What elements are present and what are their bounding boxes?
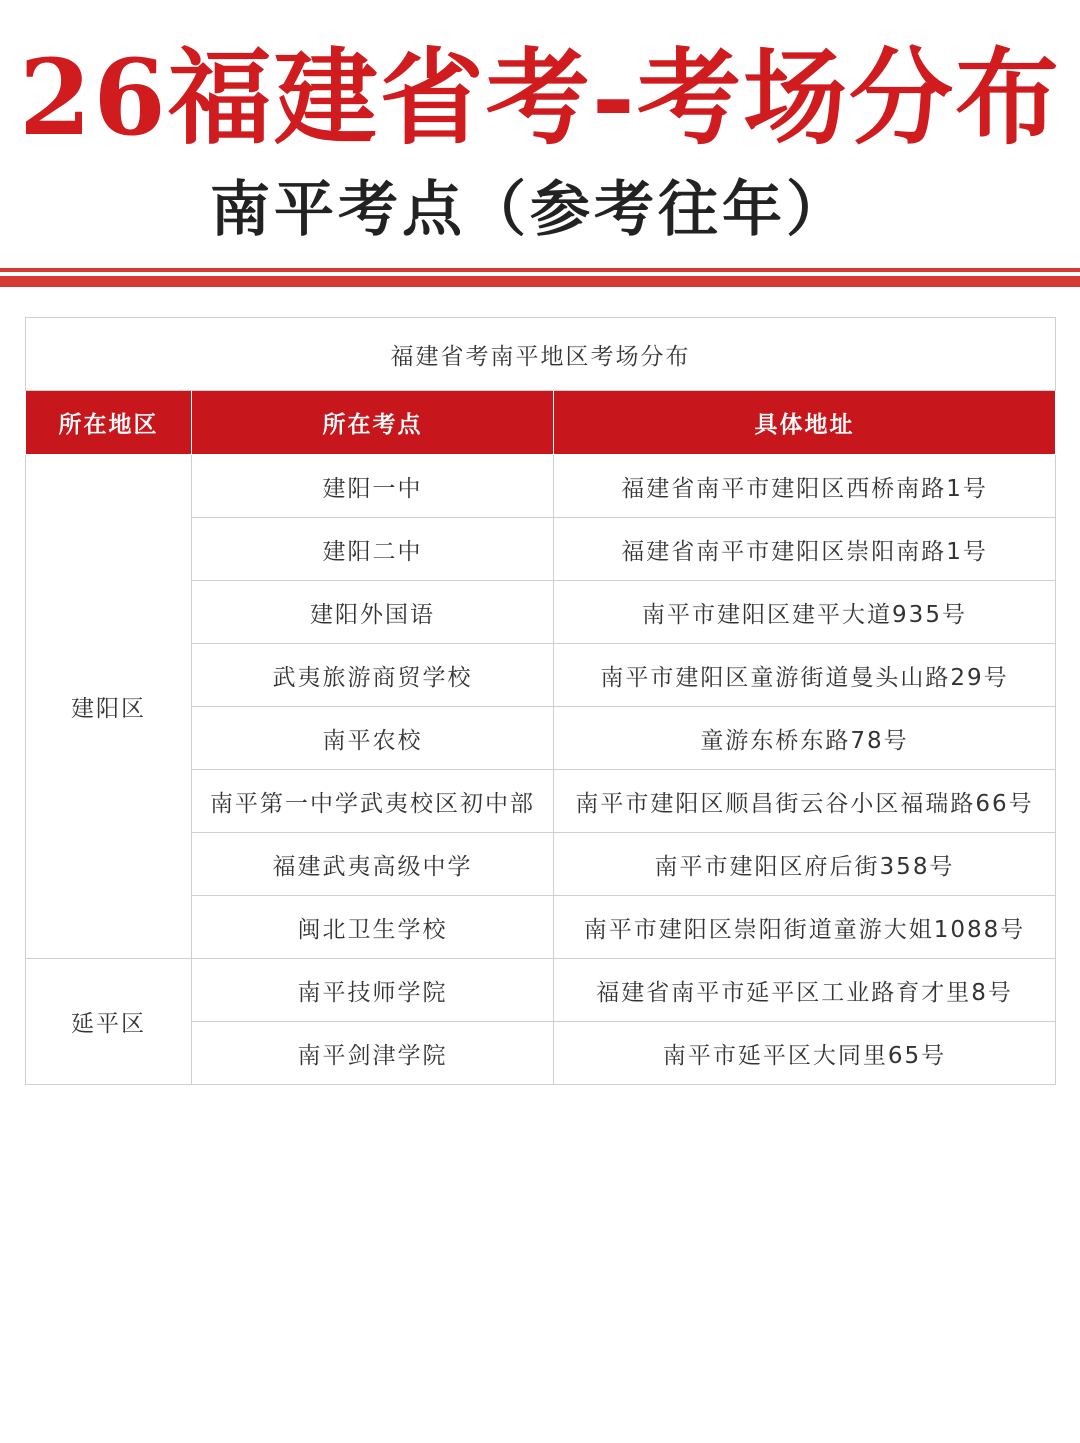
subtitle: 南平考点（参考往年） [210,175,850,245]
region-cell: 建阳区 [26,455,192,959]
address-cell: 南平市建阳区建平大道935号 [554,581,1056,644]
table-caption: 福建省考南平地区考场分布 [26,318,1056,391]
region-cell: 延平区 [26,959,192,1085]
address-cell: 南平市延平区大同里65号 [554,1022,1056,1085]
address-cell: 南平市建阳区童游街道曼头山路29号 [554,644,1056,707]
address-cell: 福建省南平市建阳区崇阳南路1号 [554,518,1056,581]
divider-line [0,268,1080,272]
table-row [26,455,1056,518]
address-cell: 童游东桥东路78号 [554,707,1056,770]
table-header-row [26,391,1056,455]
column-header-site: 所在考点 [192,391,554,455]
site-cell: 建阳外国语 [192,581,554,644]
address-cell: 南平市建阳区府后街358号 [554,833,1056,896]
address-cell: 南平市建阳区崇阳街道童游大姐1088号 [554,896,1056,959]
site-cell: 建阳二中 [192,518,554,581]
site-cell: 南平农校 [192,707,554,770]
divider-bar [0,276,1080,287]
table-row [26,959,1056,1022]
site-cell: 福建武夷高级中学 [192,833,554,896]
site-cell: 南平第一中学武夷校区初中部 [192,770,554,833]
table-caption-row [26,318,1056,391]
main-title: 26福建省考-考场分布 [19,36,1061,159]
exam-site-table-container [25,317,1055,1085]
exam-site-table [25,317,1056,1085]
site-cell: 南平技师学院 [192,959,554,1022]
column-header-region: 所在地区 [26,391,192,455]
site-cell: 南平剑津学院 [192,1022,554,1085]
address-cell: 福建省南平市建阳区西桥南路1号 [554,455,1056,518]
site-cell: 闽北卫生学校 [192,896,554,959]
site-cell: 武夷旅游商贸学校 [192,644,554,707]
address-cell: 福建省南平市延平区工业路育才里8号 [554,959,1056,1022]
address-cell: 南平市建阳区顺昌街云谷小区福瑞路66号 [554,770,1056,833]
site-cell: 建阳一中 [192,455,554,518]
column-header-address: 具体地址 [554,391,1056,455]
